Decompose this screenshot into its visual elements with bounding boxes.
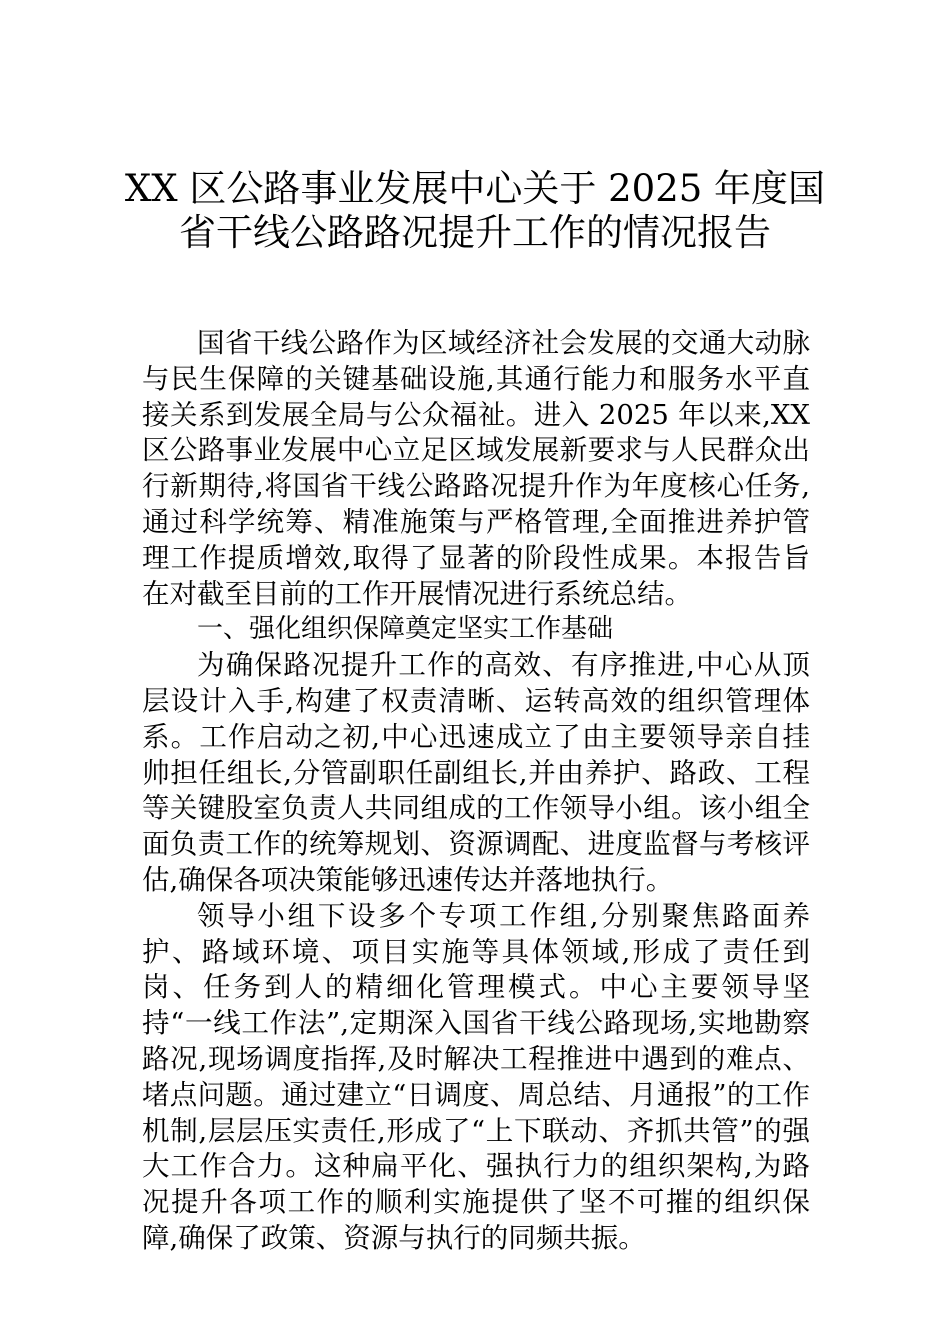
body-paragraph: 为确保路况提升工作的高效、有序推进,中心从顶层设计入手,构建了权责清晰、运转高效的组织管理体系。工作启动之初,中心迅速成立了由主要领导亲自挂帅担任组长,分管副职任副组长,并由养护、路政、工程等关键股室负责人共同组成的工作领导小组。该小组全面负责工作的统筹规划、资源调配、进度监督与考核评估,确保各项决策能够迅速传达并落地执行。 bbox=[142, 649, 810, 896]
document-title-line-1: XX 区公路事业发展中心关于 2025 年度国 bbox=[124, 167, 826, 210]
intro-paragraph: 国省干线公路作为区域经济社会发展的交通大动脉与民生保障的关键基础设施,其通行能力和服务水平直接关系到发展全局与公众福祉。进入 2025 年以来,XX 区公路事业发展中心立足区域发展新要求与人民群众出行新期待,将国省干线公路路况提升作为年度核心任务,通过科学统筹、精准施策与严格管理,全面推进养护管理工作提质增效,取得了显著的阶段性成果。本报告旨在对截至目前的工作开展情况进行系统总结。 bbox=[142, 327, 810, 610]
body-paragraph: 领导小组下设多个专项工作组,分别聚焦路面养护、路域环境、项目实施等具体领域,形成了责任到岗、任务到人的精细化管理模式。中心主要领导坚持“一线工作法”,定期深入国省干线公路现场,实地勘察路况,现场调度指挥,及时解决工程推进中遇到的难点、堵点问题。通过建立“日调度、周总结、月通报”的工作机制,层层压实责任,形成了“上下联动、齐抓共管”的强大工作合力。这种扁平化、强执行力的组织架构,为路况提升各项工作的顺利实施提供了坚不可摧的组织保障,确保了政策、资源与执行的同频共振。 bbox=[142, 899, 810, 1254]
section-heading: 一、强化组织保障奠定坚实工作基础 bbox=[197, 614, 614, 645]
document-title-line-2: 省干线公路路况提升工作的情况报告 bbox=[179, 211, 771, 254]
document-body bbox=[142, 326, 810, 1257]
